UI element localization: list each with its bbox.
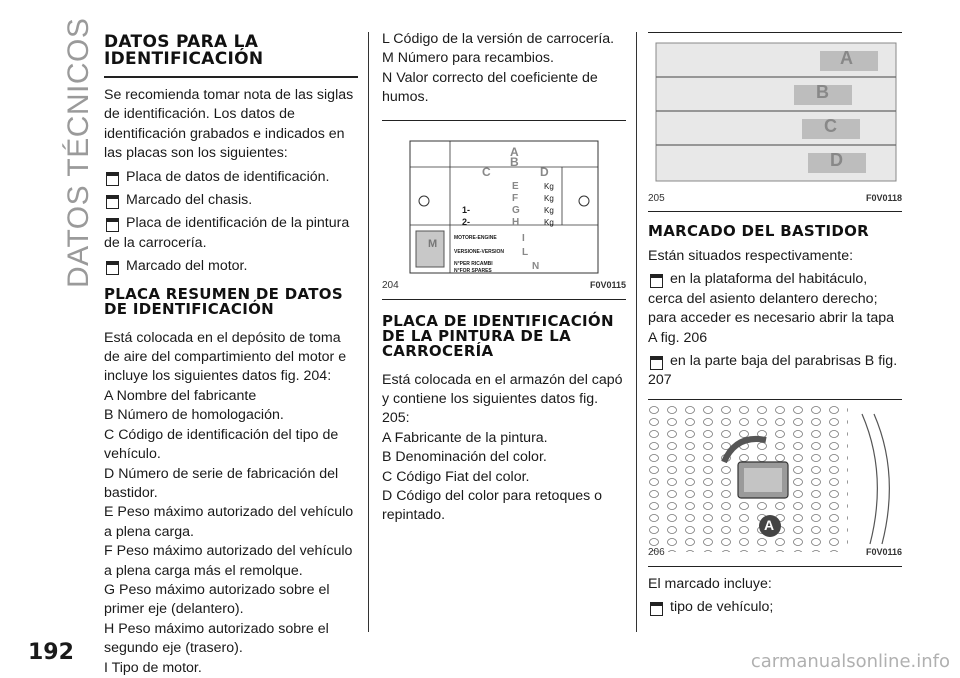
list-item: C Código Fiat del color. <box>382 468 530 485</box>
bullet-item: en la plataforma del habitáculo, cerca del asiento delantero derecho; para acceder es necesario abrir la tapa A fig. 206 <box>648 270 902 348</box>
callout-letter: A <box>764 516 775 533</box>
list-item: G Peso máximo autorizado sobre el primer eje (delantero). <box>104 581 330 618</box>
heading-paint-plate: PLACA DE IDENTIFICACIÓN DE LA PINTURA DE LA CARROCERÍA <box>382 311 614 360</box>
figure-number: 205 <box>648 192 665 204</box>
plate-letter: H <box>512 216 520 228</box>
figure-205 <box>648 32 902 212</box>
column-divider <box>368 32 369 632</box>
chassis-paragraph: Están situados respectivamente: <box>648 248 854 264</box>
list-item: B Número de homologación. <box>104 407 284 424</box>
list-item: B Denominación del color. <box>382 449 547 466</box>
watermark: carmanualsonline.info <box>750 651 950 672</box>
marking-paragraph: El marcado incluye: <box>648 575 772 592</box>
floor-hatch-diagram <box>648 404 902 552</box>
heading-chassis-marking: MARCADO DEL BASTIDOR <box>648 222 870 240</box>
bullet-item: Placa de datos de identificación. <box>104 168 358 187</box>
list-item: M Número para recambios. <box>382 50 554 67</box>
summary-paragraph: Está colocada en el depósito de toma de aire del compartimiento del motor e incluye los siguientes datos fig. 204: <box>104 329 347 385</box>
heading-summary-plate: PLACA RESUMEN DE DATOS DE IDENTIFICACIÓN <box>104 284 343 318</box>
plate-letter: G <box>512 204 520 216</box>
bullet-item: Placa de identificación de la pintura de la carrocería. <box>104 214 358 253</box>
plate-letter: E <box>512 180 519 192</box>
axle-label: 1- <box>462 204 471 215</box>
plate-letter: C <box>482 164 491 179</box>
column-1 <box>104 30 358 678</box>
paint-letter: B <box>816 82 829 102</box>
list-item: N Valor correcto del coeficiente de humos. <box>382 69 598 106</box>
side-section-title: DATOS TÉCNICOS <box>62 17 95 288</box>
paint-plate-diagram <box>648 39 902 189</box>
list-item: L Código de la versión de carrocería. <box>382 31 615 47</box>
plate-field-label: N°FOR SPARES <box>454 267 492 274</box>
column-divider <box>636 32 637 632</box>
bullet-item: en la parte baja del parabrisas B fig. 207 <box>648 352 902 391</box>
kg-label: Kg <box>544 181 554 191</box>
list-item: H Peso máximo autorizado sobre el segundo eje (trasero). <box>104 620 329 657</box>
page-number: 192 <box>28 640 74 665</box>
identification-plate-diagram <box>382 127 626 287</box>
plate-letter: A <box>510 144 519 159</box>
plate-field-label: MOTORE-ENGINE <box>454 234 497 241</box>
figure-code: F0V0118 <box>865 192 902 203</box>
plate-letter: N <box>532 260 540 272</box>
bullet-item: Marcado del motor. <box>104 257 358 276</box>
list-item: E Peso máximo autorizado del vehículo a plena carga. <box>104 504 354 540</box>
figure-204 <box>382 120 626 300</box>
axle-label: 2- <box>462 216 471 227</box>
figure-code: F0V0116 <box>865 547 902 558</box>
list-item: D Número de serie de fabricación del bastidor. <box>104 465 339 501</box>
paint-letter: D <box>830 150 843 170</box>
list-item: A Nombre del fabricante <box>104 387 257 404</box>
plate-letter: M <box>428 237 438 250</box>
plate-letter: B <box>510 154 519 169</box>
column-3 <box>648 30 902 618</box>
paint-letter: C <box>824 116 837 136</box>
list-item: C Código de identificación del tipo de vehículo. <box>104 426 339 463</box>
bullet-item: Marcado del chasis. <box>104 191 358 210</box>
plate-letter: I <box>522 232 525 244</box>
list-item: F Peso máximo autorizado del vehículo a plena carga más el remolque. <box>104 543 353 579</box>
list-item: A Fabricante de la pintura. <box>382 429 548 446</box>
figure-206 <box>648 399 902 567</box>
list-item: I Tipo de motor. <box>104 659 202 676</box>
plate-letter: D <box>540 164 549 179</box>
figure-number: 204 <box>382 280 399 292</box>
paint-paragraph: Está colocada en el armazón del capó y contiene los siguientes datos fig. 205: <box>382 371 623 427</box>
kg-label: Kg <box>544 217 554 227</box>
paint-letter: A <box>840 48 853 68</box>
kg-label: Kg <box>544 193 554 203</box>
kg-label: Kg <box>544 205 554 215</box>
heading-rule <box>104 76 358 78</box>
heading-identification: DATOS PARA LA IDENTIFICACIÓN <box>104 32 264 69</box>
column-2 <box>382 30 626 526</box>
intro-paragraph: Se recomienda tomar nota de las siglas de identificación. Los datos de identificación grabados e indicados en las placas son los siguientes: <box>104 87 354 162</box>
figure-code: F0V0115 <box>589 280 626 291</box>
list-item: D Código del color para retoques o repintado. <box>382 488 603 524</box>
bullet-item: tipo de vehículo; <box>648 598 902 617</box>
plate-letter: L <box>522 246 529 258</box>
figure-number: 206 <box>648 547 665 559</box>
plate-field-label: N°PER RICAMBI <box>454 260 493 267</box>
plate-field-label: VERSIONE-VERSION <box>454 248 505 255</box>
plate-letter: F <box>512 192 519 204</box>
